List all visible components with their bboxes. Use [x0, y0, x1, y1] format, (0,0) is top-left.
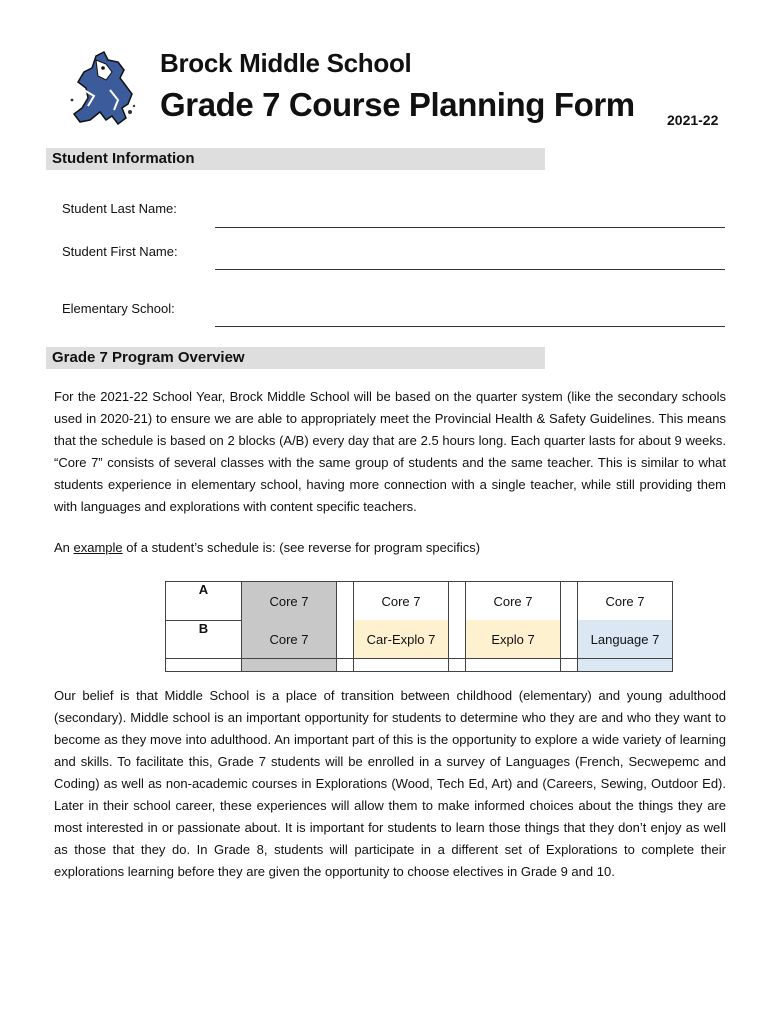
program-overview-heading: Grade 7 Program Overview: [46, 347, 545, 369]
schedule-row-b: [166, 620, 673, 659]
elementary-school-label: Elementary School:: [62, 301, 175, 316]
schedule-row-a: [166, 582, 673, 621]
schedule-gap: [561, 620, 578, 659]
example-suffix: of a student’s schedule is: (see reverse for program specifics): [122, 540, 481, 555]
schedule-table: [165, 581, 673, 672]
block-a-label: A: [166, 582, 242, 621]
belief-paragraph: Our belief is that Middle School is a place of transition between childhood (elementary) and young adulthood (secondary). Middle school is an important opportunity for students to determine who they are and who they want to become as they move into adulthood. An important part of this is the opportunity to explore a wide variety of learning and skills. To facilitate this, Grade 7 students will be enrolled in a survey of Languages (French, Secwepemc and Coding) as well as non-academic courses in Explorations (Wood, Tech Ed, Art) and (Careers, Sewing, Outdoor Ed). Later in their school career, these experiences will allow them to make informed choices about the things they are most interested in or passionate about. It is important for students to learn those things that they don’t enjoy as well as those that they do. In Grade 8, students will participate in a different set of Explorations to complete their explorations learning before they are given the opportunity to choose electives in Grade 9 and 10.: [54, 688, 726, 879]
schedule-gap: [561, 582, 578, 621]
first-name-label: Student First Name:: [62, 244, 178, 259]
schedule-row-spacer: [166, 659, 673, 672]
school-name: Brock Middle School: [160, 48, 412, 78]
student-information-heading: Student Information: [46, 148, 545, 170]
overview-paragraph: For the 2021-22 School Year, Brock Middle School will be based on the quarter system (like the secondary schools used in 2020-21) to ensure we are able to appropriately meet the Provincial Health & Safety Guidelines. This means that the schedule is based on 2 blocks (A/B) every day that are 2.5 hours long. Each quarter lasts for about 9 weeks. “Core 7” consists of several classes with the same group of students and the same teacher. This is similar to what students experience in elementary school, having more connection with a single teacher, while still providing them with languages and explorations with content specific teachers.: [54, 389, 726, 514]
schedule-cell: Core 7: [242, 620, 337, 659]
schedule-cell: Core 7: [242, 582, 337, 621]
schedule-gap: [337, 582, 354, 621]
example-caption: [54, 540, 480, 555]
schedule-cell: Language 7: [578, 620, 673, 659]
example-prefix: An: [54, 540, 74, 555]
block-b-label: B: [166, 620, 242, 659]
schedule-gap: [449, 620, 466, 659]
schedule-spacer: [242, 659, 337, 672]
schedule-gap: [449, 582, 466, 621]
last-name-label: Student Last Name:: [62, 201, 177, 216]
schedule-spacer: [449, 659, 466, 672]
schedule-gap: [337, 620, 354, 659]
schedule-spacer: [166, 659, 242, 672]
schedule-spacer: [578, 659, 673, 672]
mustang-mascot-icon: [66, 50, 140, 126]
first-name-field[interactable]: [215, 269, 725, 270]
schedule-spacer: [561, 659, 578, 672]
schedule-spacer: [354, 659, 449, 672]
schedule-cell: Core 7: [354, 582, 449, 621]
schedule-cell: Explo 7: [466, 620, 561, 659]
elementary-school-field[interactable]: [215, 326, 725, 327]
last-name-field[interactable]: [215, 227, 725, 228]
schedule-cell: Car-Explo 7: [354, 620, 449, 659]
schedule-spacer: [337, 659, 354, 672]
example-word: example: [73, 540, 123, 555]
schedule-cell: Core 7: [466, 582, 561, 621]
school-year: 2021-22: [667, 112, 719, 128]
schedule-spacer: [466, 659, 561, 672]
form-title: Grade 7 Course Planning Form: [160, 86, 635, 123]
schedule-cell: Core 7: [578, 582, 673, 621]
